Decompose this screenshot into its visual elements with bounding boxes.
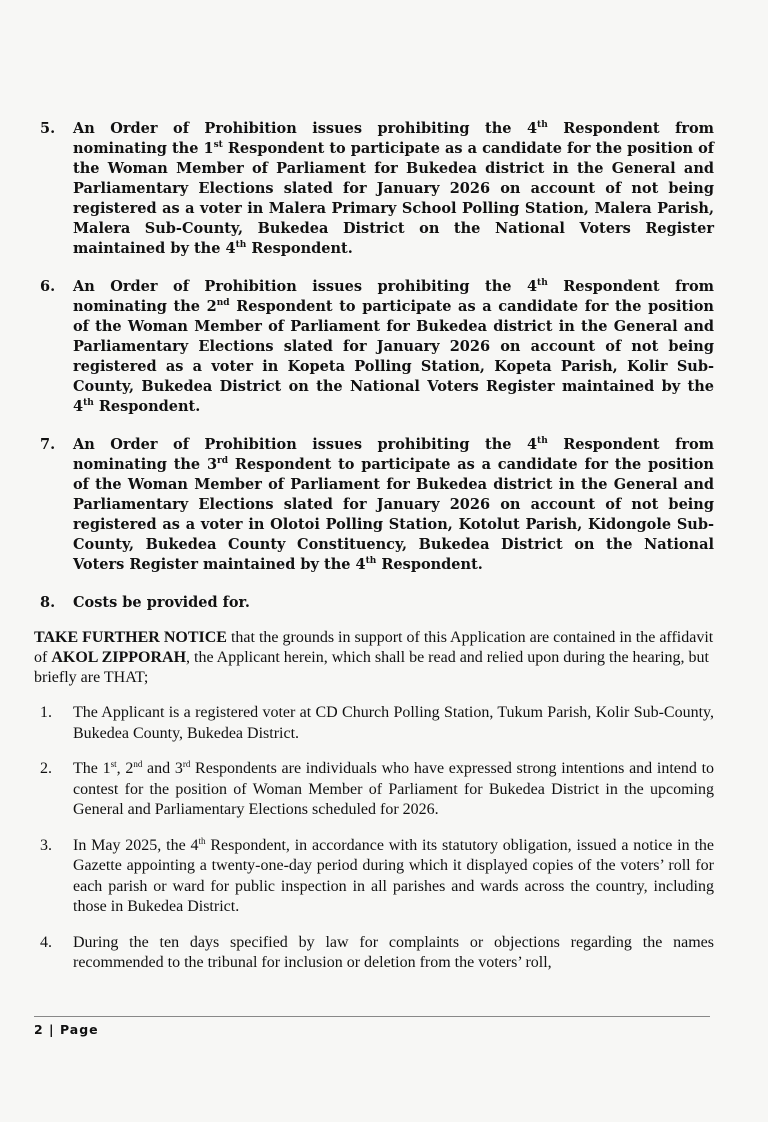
prayer-text: An Order of Prohibition issues prohibiting the 4th Respondent from nominating the 1st Respondent to participate as a candidate for the position of the Woman Member of Parliament for Bukedea district in the General and Parliamentary Elections slated for January 2026 on account of not being registered as a voter in Malera Primary School Polling Station, Malera Parish, Malera Sub-County, Bukedea District on the National Voters Register maintained by the 4th Respondent. xyxy=(73,120,715,257)
prayers-list xyxy=(34,119,714,613)
ground-item-2 xyxy=(34,759,714,821)
ground-text: During the ten days specified by law for complaints or objections regarding the names recommended to the tribunal for inclusion or deletion from the voters’ roll, xyxy=(73,933,714,971)
ground-text: In May 2025, the 4th Respondent, in accordance with its statutory obligation, issued a notice in the Gazette appointing a twenty-one-day period during which it displayed copies of the voters’ roll for each parish or ward for public inspection in all parishes and wards across the country, including those in Bukedea District. xyxy=(73,835,714,915)
prayer-item-8 xyxy=(34,593,714,613)
ground-number: 2. xyxy=(40,760,52,777)
prayer-number: 7. xyxy=(40,436,56,453)
ground-number: 1. xyxy=(40,704,52,721)
ground-number: 4. xyxy=(40,933,52,951)
prayer-text: An Order of Prohibition issues prohibiting the 4th Respondent from nominating the 3rd Respondent to participate as a candidate for the position of the Woman Member of Parliament for Bukedea district in the General and Parliamentary Elections slated for January 2026 on account of not being registered as a voter in Olotoi Polling Station, Kotolut Parish, Kidongole Sub-County, Bukedea County Constituency, Bukedea District on the National Voters Register maintained by the 4th Respondent. xyxy=(73,436,715,573)
grounds-list xyxy=(34,703,714,974)
prayer-item-5 xyxy=(34,119,714,259)
prayer-item-7 xyxy=(34,435,714,575)
prayer-text: Costs be provided for. xyxy=(73,594,250,611)
prayer-text: An Order of Prohibition issues prohibiting the 4th Respondent from nominating the 2nd Respondent to participate as a candidate for the position of the Woman Member of Parliament for Bukedea district in the General and Parliamentary Elections slated for January 2026 on account of not being registered as a voter in Kopeta Polling Station, Kopeta Parish, Kolir Sub-County, Bukedea District on the National Voters Register maintained by the 4th Respondent. xyxy=(73,278,715,415)
ground-text: The 1st, 2nd and 3rd Respondents are individuals who have expressed strong intentions and intend to contest for the position of Woman Member of Parliament for Bukedea District in the upcoming General and Parliamentary Elections scheduled for 2026. xyxy=(73,759,715,818)
ground-text: The Applicant is a registered voter at CD Church Polling Station, Tukum Parish, Kolir Sub-County, Bukedea County, Bukedea District. xyxy=(73,704,714,742)
ground-item-4 xyxy=(34,933,714,974)
ground-item-1 xyxy=(34,703,714,744)
prayer-number: 6. xyxy=(40,278,56,295)
ground-item-3 xyxy=(34,836,714,918)
ground-number: 3. xyxy=(40,836,52,854)
prayer-number: 8. xyxy=(40,594,56,611)
prayer-item-6 xyxy=(34,277,714,417)
further-notice-paragraph: TAKE FURTHER NOTICE that the grounds in support of this Application are contained in the affidavit of AKOL ZIPPORAH, the Applicant herein, which shall be read and relied upon during the hearing, but briefly are THAT; xyxy=(34,629,714,686)
page-number: 2 | Page xyxy=(34,1022,99,1037)
footer-divider xyxy=(34,1016,710,1017)
document-body xyxy=(34,119,714,989)
prayer-number: 5. xyxy=(40,120,56,137)
